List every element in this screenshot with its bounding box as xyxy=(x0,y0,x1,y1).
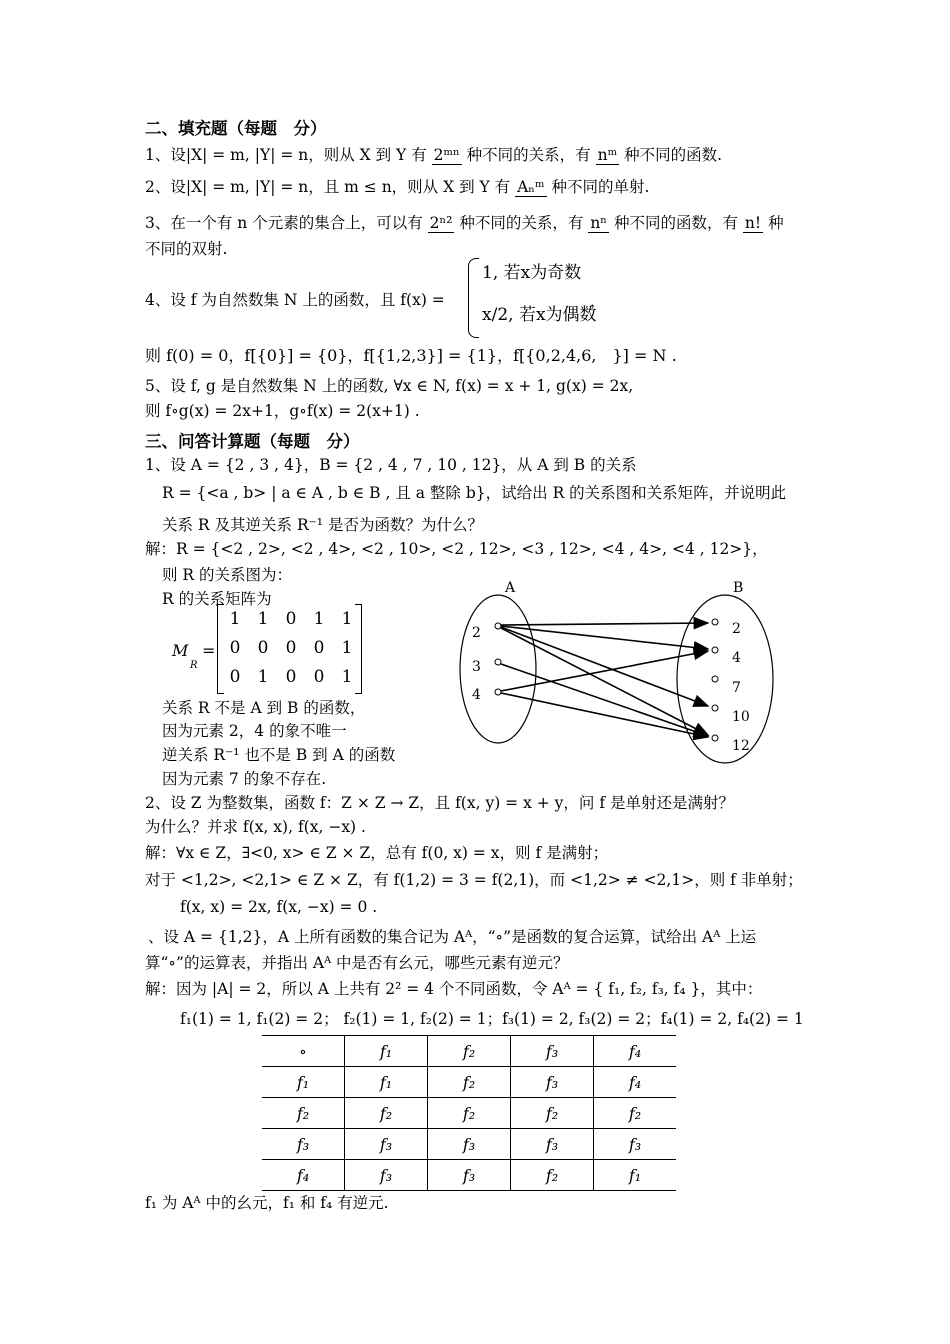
q3-answer1: 2ⁿ² xyxy=(429,214,453,232)
q1-end: 种不同的函数. xyxy=(624,146,722,164)
table-cell: f₁ xyxy=(594,1160,677,1191)
q3-line xyxy=(145,212,784,234)
b-point xyxy=(712,705,718,711)
table-cell: f₃ xyxy=(511,1036,594,1067)
table-cell: f₂ xyxy=(511,1098,594,1129)
table-cell: f₃ xyxy=(511,1067,594,1098)
table-cell: f₂ xyxy=(262,1098,345,1129)
q4-comma: ， xyxy=(590,292,606,310)
edge-2-2 xyxy=(501,623,708,625)
p3-question2: 算“∘”的运算表，并指出 Aᴬ 中是否有幺元，哪些元素有逆元？ xyxy=(145,954,569,972)
b-point xyxy=(712,647,718,653)
table-cell: f₃ xyxy=(511,1129,594,1160)
table-cell: f₃ xyxy=(594,1129,677,1160)
table-cell: f₃ xyxy=(345,1160,428,1191)
table-row xyxy=(262,1098,676,1129)
table-row xyxy=(262,1160,676,1191)
p2-solution1: 解：∀x ∈ Z，∃<0, x> ∈ Z × Z，总有 f(0, x) = x，则 f 是满射； xyxy=(145,844,609,862)
q3-mid2: 种不同的函数，有 xyxy=(613,214,738,232)
table-cell: f₄ xyxy=(594,1067,677,1098)
q4-answer-line: 则 f(0) = 0，f[{0}] = {0}，f[{1,2,3}] = {1}，f[{0,2,4,6, }] = N . xyxy=(145,346,677,365)
q5-answer-line: 则 f∘g(x) = 2x+1，g∘f(x) = 2(x+1) . xyxy=(145,402,420,420)
section2-title: 二、填充题（每题 分） xyxy=(145,119,327,138)
matrix-cell: 1 xyxy=(341,608,353,629)
b-point xyxy=(712,735,718,741)
a-point xyxy=(495,623,501,629)
p1-question3: 关系 R 及其逆关系 R⁻¹ 是否为函数？为什么？ xyxy=(162,516,483,534)
a-point xyxy=(495,689,501,695)
q4-lead: 4、设 f 为自然数集 N 上的函数，且 f(x) = xyxy=(145,291,445,309)
q2-line xyxy=(145,176,649,198)
p3-solution1: 解：因为 |A| = 2，所以 A 上共有 2² = 4 个不同函数，令 Aᴬ = { f₁, f₂, f₃, f₄ }，其中： xyxy=(145,980,763,998)
relation-matrix xyxy=(217,604,361,691)
p3-question: 、设 A = {1,2}，A 上所有函数的集合记为 Aᴬ，“∘”是函数的复合运算，试给出 Aᴬ 上运 xyxy=(148,928,757,946)
matrix-cell: 1 xyxy=(257,608,269,629)
matrix-cell: 1 xyxy=(341,637,353,658)
p3-solution2: f₁(1) = 1, f₁(2) = 2； f₂(1) = 1, f₂(2) = 1；f₃(1) = 2, f₃(2) = 2；f₄(1) = 2, f₄(2) = 1 xyxy=(180,1010,804,1028)
q2-answer: Aₙᵐ xyxy=(517,178,545,196)
matrix-cell: 0 xyxy=(285,637,297,658)
matrix-cell: 0 xyxy=(285,608,297,629)
q3-answer3: n! xyxy=(744,214,762,232)
b-item: 2 xyxy=(732,621,741,637)
p2-solution2: 对于 <1,2>, <2,1> ∈ Z × Z，有 f(1,2) = 3 = f(2,1)，而 <1,2> ≠ <2,1>，则 f 非单射； xyxy=(145,871,803,889)
matrix-cell: 1 xyxy=(313,608,325,629)
p1-question: 1、设 A = {2 , 3 , 4}，B = {2 , 4 , 7 , 10 , 12}，从 A 到 B 的关系 xyxy=(145,456,637,474)
table-cell: f₁ xyxy=(345,1036,428,1067)
table-row xyxy=(262,1036,676,1067)
matrix-cell: 0 xyxy=(313,637,325,658)
p1-conclusion1: 关系 R 不是 A 到 B 的函数， xyxy=(162,699,366,717)
table-cell: f₂ xyxy=(428,1098,511,1129)
a-item: 4 xyxy=(472,687,481,703)
p1-solution: 解：R = {<2 , 2>, <2 , 4>, <2 , 10>, <2 , 12>, <3 , 12>, <4 , 4>, <4 , 12>}， xyxy=(145,540,768,558)
q4-case1: 1, 若x为奇数 xyxy=(482,263,582,283)
p3-conclusion: f₁ 为 Aᴬ 中的幺元，f₁ 和 f₄ 有逆元. xyxy=(145,1194,389,1212)
a-point xyxy=(495,659,501,665)
table-cell: f₂ xyxy=(428,1036,511,1067)
p1-question2: R = {<a , b> | a ∈ A , b ∈ B , 且 a 整除 b}，试给出 R 的关系图和关系矩阵，并说明此 xyxy=(162,484,787,502)
p2-solution3: f(x, x) = 2x, f(x, −x) = 0 . xyxy=(180,898,378,916)
set-b-label: B xyxy=(733,580,744,596)
p1-matrix-label: R 的关系矩阵为 xyxy=(162,590,272,608)
matrix-cell: 1 xyxy=(257,666,269,687)
table-cell: f₁ xyxy=(262,1067,345,1098)
p1-conclusion2: 因为元素 2，4 的象不唯一 xyxy=(162,722,347,740)
q3-text: 3、在一个有 n 个元素的集合上，可以有 xyxy=(145,214,423,232)
p1-conclusion4: 因为元素 7 的象不存在. xyxy=(162,770,327,788)
table-cell: f₂ xyxy=(345,1098,428,1129)
table-cell: f₃ xyxy=(345,1129,428,1160)
table-cell: f₄ xyxy=(262,1160,345,1191)
q5-line: 5、设 f, g 是自然数集 N 上的函数, ∀x ∈ N, f(x) = x + 1, g(x) = 2x, xyxy=(145,377,634,395)
q1-answer2: nᵐ xyxy=(597,146,618,164)
table-cell: f₂ xyxy=(428,1067,511,1098)
q1-mid: 种不同的关系，有 xyxy=(466,146,591,164)
table-row xyxy=(262,1067,676,1098)
q3-answer2: nⁿ xyxy=(590,214,608,232)
p2-question: 2、设 Z 为整数集，函数 f：Z × Z → Z，且 f(x, y) = x + y，问 f 是单射还是满射？ xyxy=(145,794,735,812)
q2-end: 种不同的单射. xyxy=(551,178,650,196)
matrix-name: M xyxy=(172,641,189,660)
q3-line2: 不同的双射. xyxy=(145,240,228,258)
matrix-cell: 0 xyxy=(285,666,297,687)
table-cell: f₃ xyxy=(262,1129,345,1160)
a-item: 2 xyxy=(472,625,481,641)
table-cell: f₃ xyxy=(428,1129,511,1160)
a-item: 3 xyxy=(472,659,481,675)
q1-text: 1、设|X| = m, |Y| = n，则从 X 到 Y 有 xyxy=(145,146,427,164)
relation-graph xyxy=(450,578,790,768)
table-row xyxy=(262,1129,676,1160)
p2-question2: 为什么？并求 f(x, x), f(x, −x) . xyxy=(145,818,366,836)
matrix-cell: 0 xyxy=(229,637,241,658)
matrix-equals: = xyxy=(202,641,216,660)
b-item: 12 xyxy=(732,738,750,754)
q1-answer1: 2ᵐⁿ xyxy=(433,146,460,164)
q1-line xyxy=(145,144,722,166)
b-point xyxy=(712,619,718,625)
table-cell: f₃ xyxy=(428,1160,511,1191)
q4-case2: x/2, 若x为偶数 xyxy=(482,305,597,325)
set-a-label: A xyxy=(505,580,516,596)
set-b-ellipse xyxy=(677,595,773,763)
q4-brace xyxy=(468,258,479,338)
operation-table xyxy=(262,1035,676,1191)
q3-mid1: 种不同的关系，有 xyxy=(459,214,584,232)
b-item: 7 xyxy=(732,680,741,696)
q3-end: 种 xyxy=(768,214,784,232)
b-item: 10 xyxy=(732,709,750,725)
matrix-cell: 1 xyxy=(229,608,241,629)
q2-text: 2、设|X| = m, |Y| = n，且 m ≤ n，则从 X 到 Y 有 xyxy=(145,178,511,196)
section3-title: 三、问答计算题（每题 分） xyxy=(145,432,360,451)
b-item: 4 xyxy=(732,650,741,666)
table-cell: f₄ xyxy=(594,1036,677,1067)
matrix-cell: 0 xyxy=(229,666,241,687)
b-point xyxy=(712,676,718,682)
matrix-subscript: R xyxy=(190,660,198,671)
matrix-cell: 0 xyxy=(313,666,325,687)
p1-graph-label: 则 R 的关系图为： xyxy=(162,566,293,584)
table-cell: f₂ xyxy=(511,1160,594,1191)
matrix-cell: 1 xyxy=(341,666,353,687)
p1-conclusion3: 逆关系 R⁻¹ 也不是 B 到 A 的函数 xyxy=(162,746,396,764)
table-cell: f₂ xyxy=(594,1098,677,1129)
table-cell: ∘ xyxy=(262,1036,345,1067)
table-cell: f₁ xyxy=(345,1067,428,1098)
matrix-cell: 0 xyxy=(257,637,269,658)
